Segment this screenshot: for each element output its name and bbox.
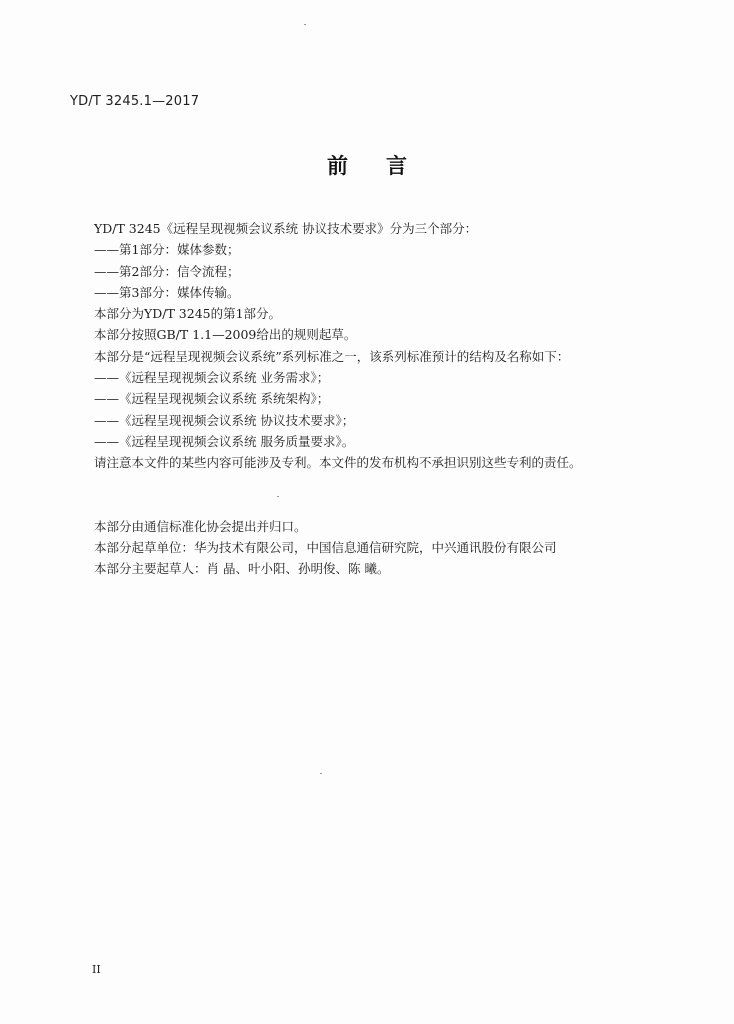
paragraph-gap — [94, 495, 694, 516]
paragraph-gap — [94, 474, 694, 495]
paragraph-series-intro: 本部分是“远程呈现视频会议系统”系列标准之一，该系列标准预计的结构及名称如下： — [94, 348, 570, 364]
list-item-series-1: ——《远程呈现视频会议系统 业务需求》； — [94, 370, 330, 386]
list-item-series-3: ——《远程呈现视频会议系统 协议技术要求》； — [94, 412, 355, 428]
scan-speck — [320, 773, 322, 774]
page-title: 前言 — [327, 154, 445, 178]
paragraph-proposer: 本部分由通信标准化协会提出并归口。 — [94, 518, 307, 534]
paragraph-drafting-units: 本部分起草单位：华为技术有限公司，中国信息通信研究院，中兴通讯股份有限公司 — [94, 539, 557, 555]
scan-speck — [304, 24, 306, 25]
paragraph-drafters: 本部分主要起草人：肖 晶、叶小阳、孙明俊、陈 曦。 — [94, 561, 390, 577]
list-item-series-2: ——《远程呈现视频会议系统 系统架构》； — [94, 391, 330, 407]
list-item-part-1: ——第1部分：媒体参数； — [94, 242, 240, 258]
paragraph-this-part: 本部分为YD/T 3245的第1部分。 — [94, 306, 282, 322]
list-item-series-4: ——《远程呈现视频会议系统 服务质量要求》。 — [94, 433, 355, 449]
paragraph-patent-notice: 请注意本文件的某些内容可能涉及专利。本文件的发布机构不承担识别这些专利的责任。 — [94, 455, 582, 471]
paragraph-parts-intro: YD/T 3245《远程呈现视频会议系统 协议技术要求》分为三个部分： — [94, 221, 478, 236]
list-item-part-3: ——第3部分：媒体传输。 — [94, 284, 240, 300]
standard-code: YD/T 3245.1—2017 — [70, 94, 200, 109]
list-item-part-2: ——第2部分：信令流程； — [94, 263, 240, 279]
page-number: II — [92, 963, 101, 976]
foreword-body — [94, 218, 694, 579]
paragraph-drafting-rules: 本部分按照GB/T 1.1—2009给出的规则起草。 — [94, 327, 357, 343]
